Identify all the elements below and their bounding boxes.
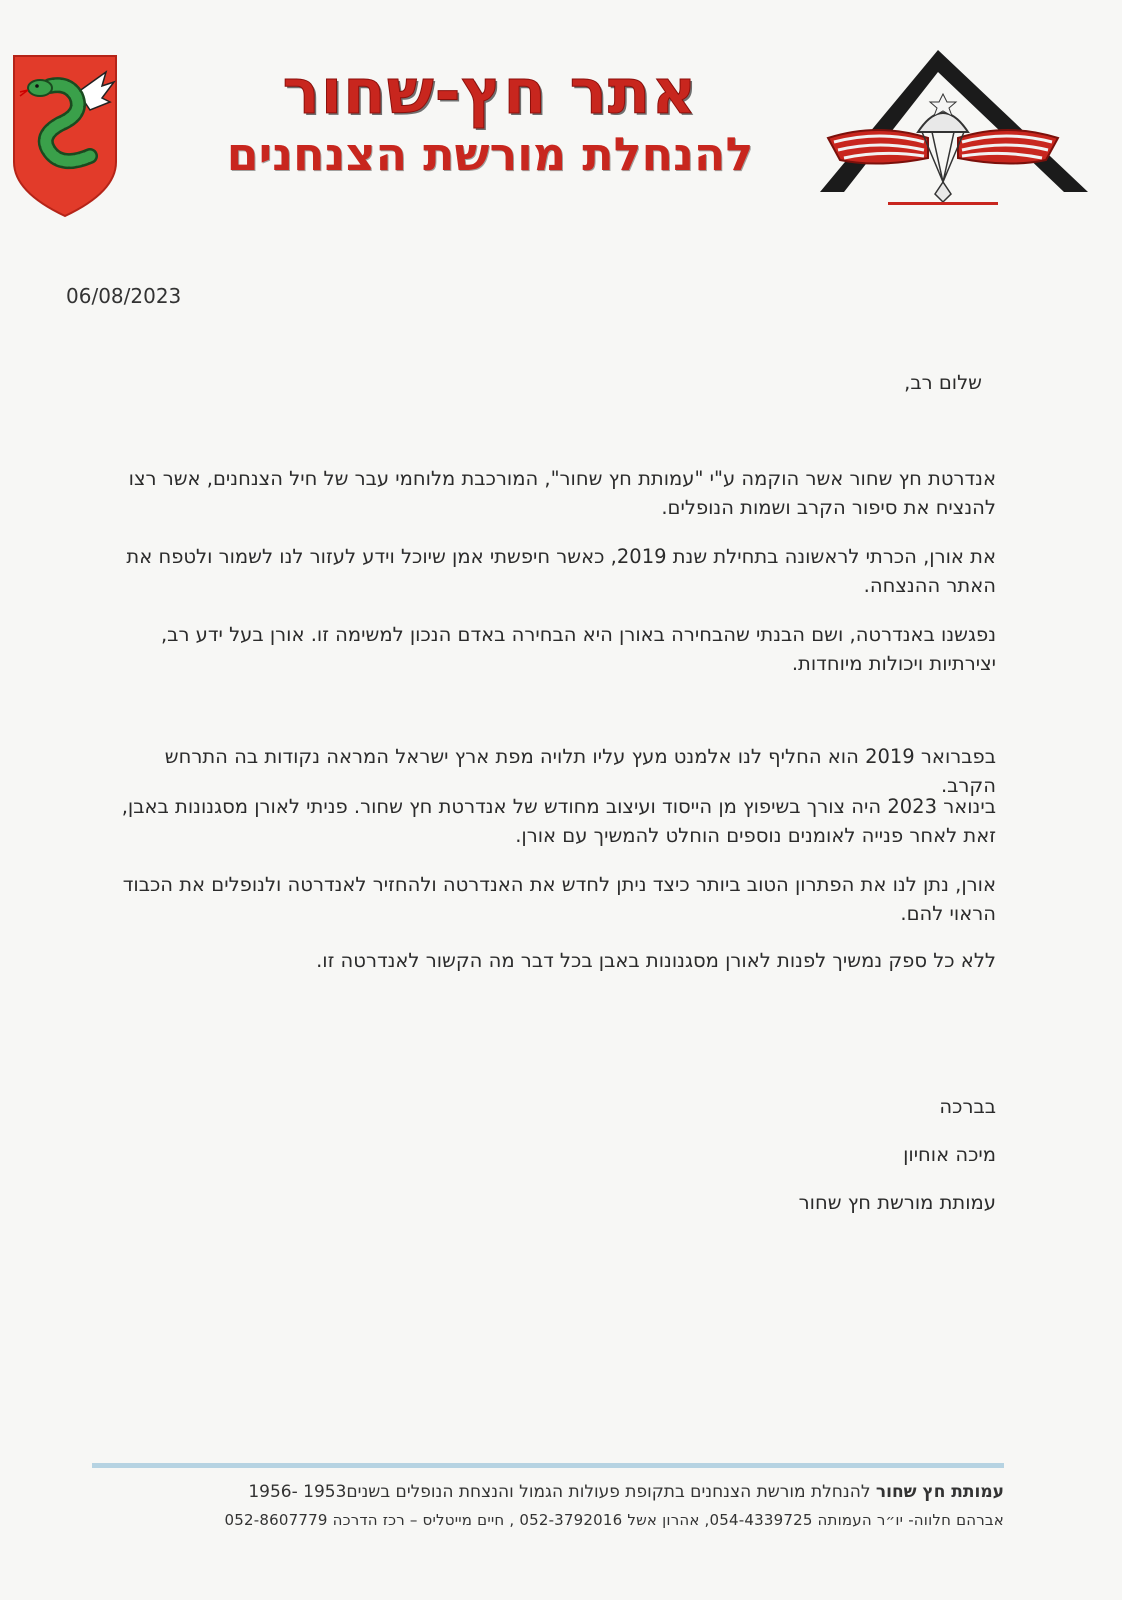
letterhead-subtitle: להנחלת מורשת הצנחנים: [226, 127, 754, 181]
footer-org-description: להנחלת מורשת הצנחנים בתקופת פעולות הגמול והנצחת הנופלים בשנים1953 -1956: [248, 1482, 871, 1502]
footer-org-name: עמותת חץ שחור: [875, 1482, 1004, 1502]
letter-paragraph: בינואר 2023 היה צורך בשיפוץ מן הייסוד ועיצוב מחודש של אנדרטת חץ שחור. פניתי לאורן מסגנונות באבן, זאת לאחר פנייה לאומנים נוספים הוחלט להמשיך עם אורן.: [121, 795, 996, 847]
letter-paragraph: נפגשנו באנדרטה, ושם הבנתי שהבחירה באורן היא הבחירה באדם הנכון למשימה זו. אורן בעל ידע רב, יצירתיות ויכולות מיוחדות.: [160, 623, 996, 675]
letter-greeting: שלום רב,: [904, 371, 982, 394]
footer-divider: [92, 1463, 1004, 1468]
footer-contacts: אברהם חלווה- יו״ר העמותה 054-4339725, אהרון אשל 052-3792016 , חיים מייטליס – רכז הדרכה 052-8607779: [224, 1511, 1004, 1529]
letterhead-title: אתר חץ-שחור: [282, 55, 698, 128]
letter-paragraph: אנדרטת חץ שחור אשר הוקמה ע"י "עמותת חץ שחור", המורכבת מלוחמי עבר של חיל הצנחנים, אשר רצו להנציח את סיפור הקרב ושמות הנופלים.: [128, 467, 996, 519]
letter-date: 06/08/2023: [66, 284, 182, 308]
signer-name: מיכה אוחיון: [903, 1143, 996, 1166]
letter-paragraph: אורן, נתן לנו את הפתרון הטוב ביותר כיצד ניתן לחדש את האנדרטה ולהחזיר לאנדרטה ולנופלים את הכבוד הראוי להם.: [122, 873, 996, 925]
letter-paragraph: את אורן, הכרתי לראשונה בתחילת שנת 2019, כאשר חיפשתי אמן שיוכל וידע לעזור לנו לשמור ולטפח את האתר ההנצחה.: [126, 545, 996, 597]
letter-paragraph: ללא כל ספק נמשיך לפנות לאורן מסגנונות באבן בכל דבר מה הקשור לאנדרטה זו.: [316, 949, 996, 972]
paratrooper-wings-emblem-icon: [818, 42, 1092, 214]
letterhead-footer: [94, 1478, 1004, 1534]
letter-paragraph: בפברואר 2019 הוא החליף לנו אלמנט מעץ עליו תלויה מפת ארץ ישראל המראה נקודות בה התרחש הקרב.: [164, 745, 996, 797]
letter-closing: בברכה: [939, 1095, 996, 1118]
signer-organization: עמותת מורשת חץ שחור: [798, 1191, 996, 1214]
letterhead-titles: [220, 55, 760, 182]
footer-line-1: [94, 1478, 1004, 1506]
letter-closing-block: [799, 1092, 996, 1236]
snake-shield-emblem-icon: [10, 52, 120, 220]
